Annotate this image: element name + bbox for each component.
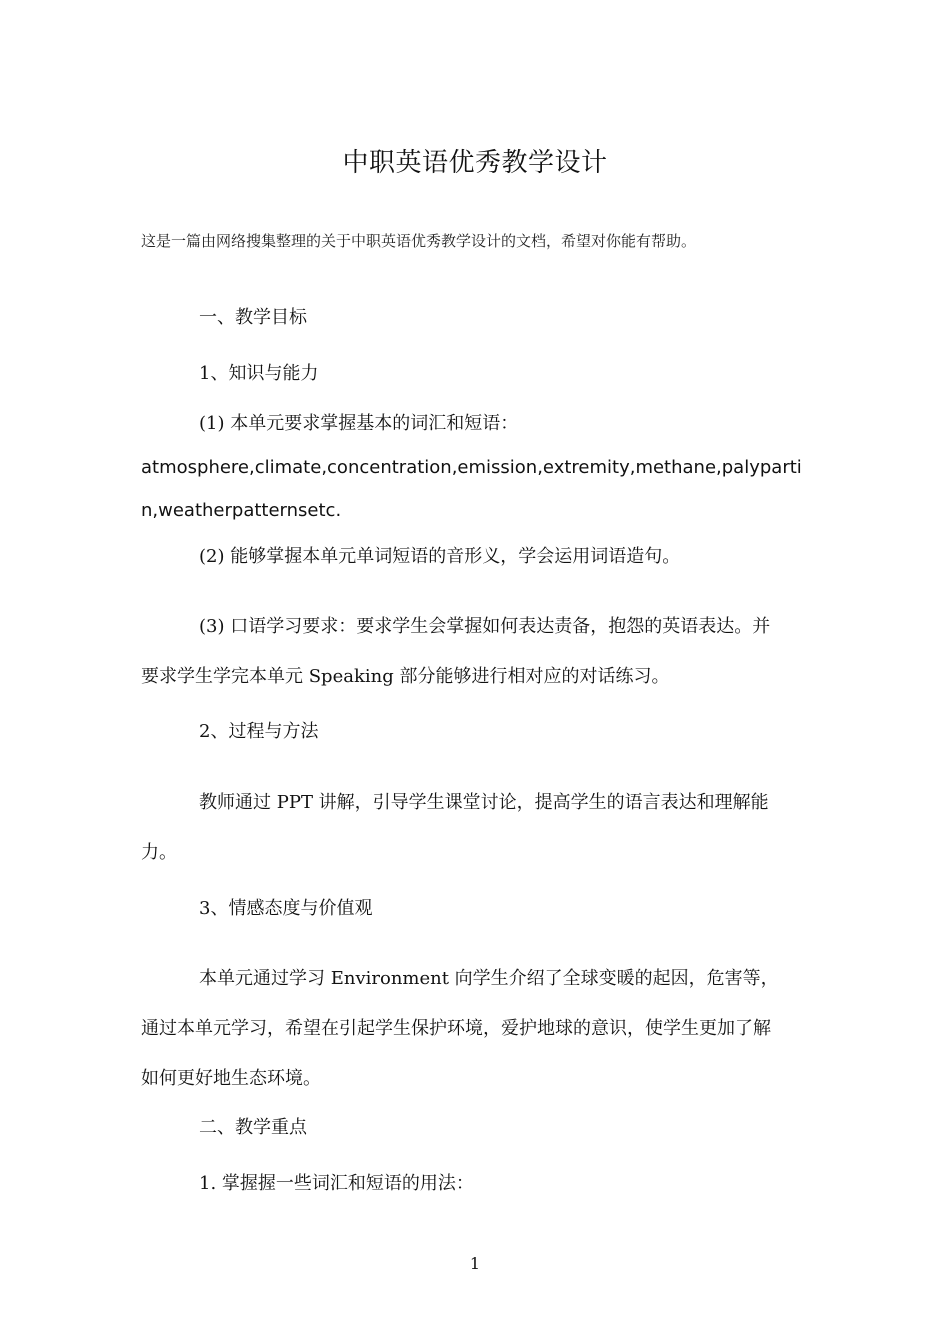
intro-paragraph: 这是一篇由网络搜集整理的关于中职英语优秀教学设计的文档，希望对你能有帮助。 (141, 232, 697, 250)
paragraph-process-line-1: 教师通过 PPT 讲解，引导学生课堂讨论，提高学生的语言表达和理解能 (199, 792, 769, 813)
paragraph-requirement-1: (1) 本单元要求掌握基本的词汇和短语： (199, 413, 519, 434)
paragraph-values-line-3: 如何更好地生态环境。 (141, 1068, 321, 1089)
paragraph-focus-1: 1. 掌握握一些词汇和短语的用法： (199, 1173, 474, 1194)
heading-teaching-focus: 二、教学重点 (199, 1117, 307, 1138)
paragraph-process-line-2: 力。 (141, 842, 177, 863)
subheading-process-method: 2、过程与方法 (199, 721, 319, 742)
paragraph-requirement-2: (2) 能够掌握本单元单词短语的音形义，学会运用词语造句。 (199, 546, 681, 567)
paragraph-requirement-3-line-2: 要求学生学完本单元 Speaking 部分能够进行相对应的对话练习。 (141, 666, 670, 687)
document-title: 中职英语优秀教学设计 (342, 148, 608, 178)
vocabulary-list-line-1: atmosphere,climate,concentration,emission,extremity,methane,palyparti (141, 457, 802, 478)
paragraph-values-line-2: 通过本单元学习，希望在引起学生保护环境，爱护地球的意识，使学生更加了解 (141, 1018, 771, 1039)
vocabulary-list-line-2: n,weatherpatternsetc. (141, 500, 342, 521)
page-number: 1 (469, 1254, 481, 1273)
paragraph-values-line-1: 本单元通过学习 Environment 向学生介绍了全球变暖的起因，危害等， (199, 968, 779, 989)
subheading-emotion-values: 3、情感态度与价值观 (199, 898, 373, 919)
heading-teaching-goals: 一、教学目标 (199, 307, 307, 328)
paragraph-requirement-3-line-1: (3) 口语学习要求：要求学生会掌握如何表达责备，抱怨的英语表达。并 (199, 616, 771, 637)
subheading-knowledge-ability: 1、知识与能力 (199, 363, 319, 384)
